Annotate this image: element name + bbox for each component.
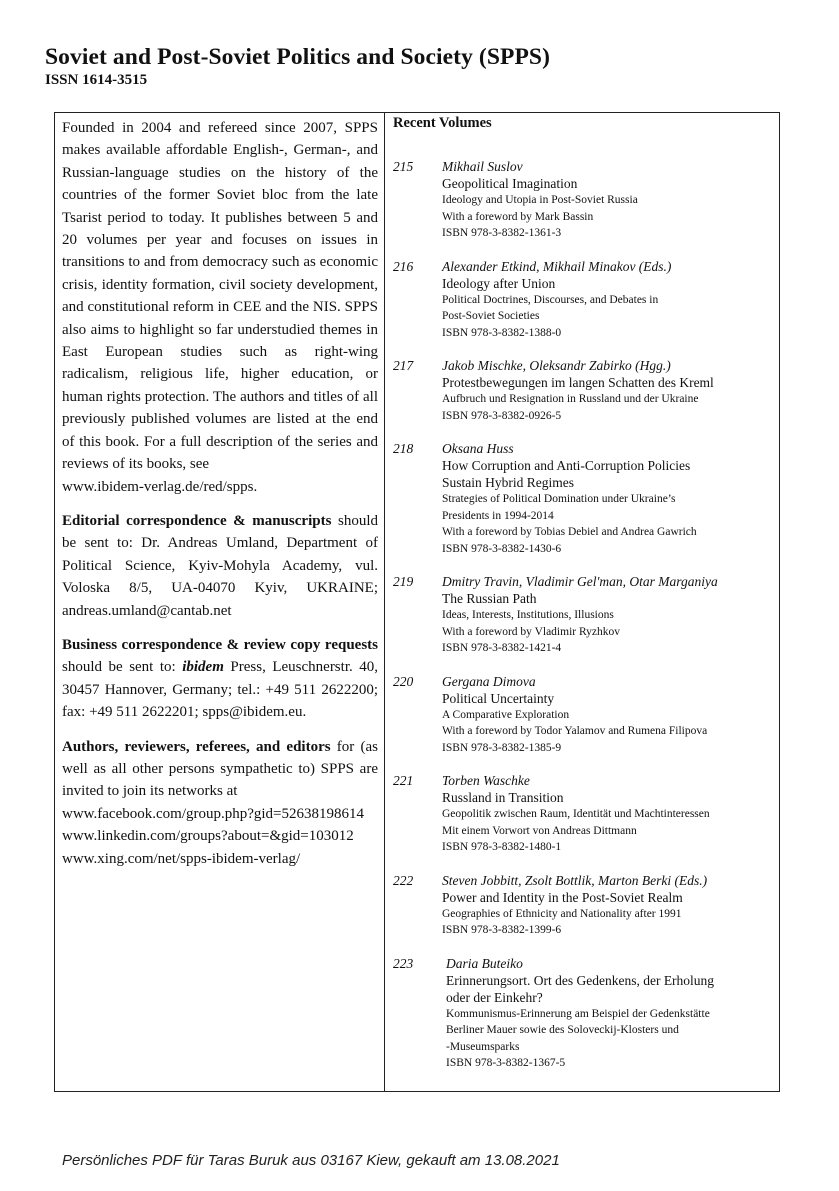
volume-detail: Geopolitik zwischen Raum, Identität und Machtinteressen xyxy=(442,808,710,820)
volume-title: Protestbewegungen im langen Schatten des Kreml xyxy=(442,375,714,390)
volume-title: How Corruption and Anti-Corruption Policies xyxy=(442,458,691,473)
volume-title: Ideology after Union xyxy=(442,275,556,291)
volume-entry xyxy=(393,872,777,939)
recent-volumes xyxy=(393,115,777,1088)
volume-detail: With a foreword by Vladimir Ryzhkov xyxy=(442,625,621,638)
volume-number: 219 xyxy=(393,574,414,589)
volume-authors: Mikhail Suslov xyxy=(442,159,523,174)
volume-detail: With a foreword by Todor Yalamov and Rumena Filipova xyxy=(442,725,708,737)
volume-isbn: ISBN 978-3-8382-1385-9 xyxy=(442,741,562,754)
business-label: Business correspondence & review copy requests xyxy=(62,636,378,653)
volume-detail: Ideology and Utopia in Post-Soviet Russia xyxy=(442,194,638,206)
volume-entry xyxy=(393,258,777,342)
intro-text: Founded in 2004 and refereed since 2007, SPPS makes available affordable English-, German-, and Russian-language studies on the history of the countries of the former Soviet bloc from the late Tsarist period to today. It publishes between 5 and 20 volumes per year and focuses on issues in transitions to and from democracy such as economic crisis, identity formation, civil society development, and constitutional reform in CEE and the NIS. SPPS also aims to highlight so far understudied themes in East European studies such as right-wing radicalism, religious life, higher education, or human rights protection. The authors and titles of all previously published volumes are listed at the end of this book. For a full description of the series and reviews of its books, see xyxy=(62,120,378,473)
volume-entry xyxy=(393,673,777,757)
volume-detail: Geographies of Ethnicity and Nationality after 1991 xyxy=(442,907,682,920)
volume-authors: Daria Buteiko xyxy=(446,955,523,971)
editorial-text: should be sent to: Dr. Andreas Umland, Department of Political Science, Kyiv-Mohyla Academy, vul. Voloska 8/5, UA-04070 Kyiv, UKRAINE; andreas.umland@cantab.net xyxy=(62,512,379,619)
series-title: Soviet and Post-Soviet Politics and Society (SPPS) xyxy=(45,44,551,70)
volume-title: The Russian Path xyxy=(442,591,537,606)
volume-number: 217 xyxy=(393,358,414,373)
xing-link[interactable]: www.xing.com/net/spps-ibidem-verlag/ xyxy=(62,850,301,867)
business-text-post: Press, Leuschnerstr. 40, 30457 Hannover, Germany; tel.: +49 511 2622200; fax: +49 511 2622201; spps@ibidem.eu. xyxy=(62,659,378,721)
volume-detail: Presidents in 1994-2014 xyxy=(442,509,554,522)
volume-detail: Berliner Mauer sowie des Soloveckij-Klosters und xyxy=(446,1024,679,1036)
editorial-paragraph xyxy=(62,510,378,622)
volume-detail: Strategies of Political Domination under Ukraine’s xyxy=(442,493,676,505)
volume-number: 222 xyxy=(393,872,414,888)
intro-paragraph xyxy=(62,117,378,498)
volume-isbn: ISBN 978-3-8382-1480-1 xyxy=(442,841,562,853)
volume-detail: With a foreword by Tobias Debiel and Andrea Gawrich xyxy=(442,526,697,538)
volume-authors: Dmitry Travin, Vladimir Gel'man, Otar Marganiya xyxy=(442,574,718,589)
volume-title: Russland in Transition xyxy=(442,790,564,805)
volume-authors: Jakob Mischke, Oleksandr Zabirko (Hgg.) xyxy=(442,358,671,373)
volume-number: 221 xyxy=(393,773,414,788)
volume-detail: Mit einem Vorwort von Andreas Dittmann xyxy=(442,824,637,837)
column-divider xyxy=(384,112,385,1092)
volume-title: Erinnerungsort. Ort des Gedenkens, der Erholung xyxy=(446,972,715,988)
volume-title: Geopolitical Imagination xyxy=(442,176,578,191)
volume-entry xyxy=(393,158,777,242)
volume-detail: Political Doctrines, Discourses, and Debates in xyxy=(442,293,659,306)
volume-entry xyxy=(393,772,777,856)
volume-authors: Steven Jobbitt, Zsolt Bottlik, Marton Berki (Eds.) xyxy=(442,872,708,888)
issn: ISSN 1614-3515 xyxy=(45,72,148,88)
volume-isbn: ISBN 978-3-8382-0926-5 xyxy=(442,409,562,422)
volume-number: 223 xyxy=(393,955,414,971)
volume-detail: Kommunismus-Erinnerung am Beispiel der Gedenkstätte xyxy=(446,1007,710,1020)
volume-detail: Ideas, Interests, Institutions, Illusions xyxy=(442,609,614,621)
volume-entry xyxy=(393,357,777,424)
authors-text: for (as well as all other persons sympathetic to) SPPS are invited to join its networks at xyxy=(62,738,378,800)
volume-isbn: ISBN 978-3-8382-1430-6 xyxy=(442,542,562,555)
volume-title-cont: oder der Einkehr? xyxy=(446,989,543,1005)
volume-isbn: ISBN 978-3-8382-1388-0 xyxy=(442,326,562,339)
series-url[interactable]: www.ibidem-verlag.de/red/spps. xyxy=(62,478,258,495)
volume-isbn: ISBN 978-3-8382-1399-6 xyxy=(442,924,562,936)
series-description xyxy=(62,117,378,882)
volume-isbn: ISBN 978-3-8382-1421-4 xyxy=(442,642,562,654)
editorial-label: Editorial correspondence & manuscripts xyxy=(62,512,332,529)
linkedin-link[interactable]: www.linkedin.com/groups?about=&gid=103012 xyxy=(62,828,354,845)
volume-authors: Oksana Huss xyxy=(442,441,514,456)
volume-number: 218 xyxy=(393,441,414,456)
business-paragraph xyxy=(62,634,378,724)
volume-number: 220 xyxy=(393,673,414,689)
volume-authors: Alexander Etkind, Mikhail Minakov (Eds.) xyxy=(442,258,672,274)
volume-authors: Torben Waschke xyxy=(442,773,530,788)
volume-isbn: ISBN 978-3-8382-1361-3 xyxy=(442,227,562,239)
recent-volumes-heading: Recent Volumes xyxy=(393,115,492,131)
volume-number: 215 xyxy=(393,159,414,174)
personalization-footer: Persönliches PDF für Taras Buruk aus 03167 Kiew, gekauft am 13.08.2021 xyxy=(62,1152,560,1169)
volume-title: Power and Identity in the Post-Soviet Realm xyxy=(442,889,683,905)
volume-entry xyxy=(393,573,777,657)
volume-number: 216 xyxy=(393,258,414,274)
volume-detail: Post-Soviet Societies xyxy=(442,310,540,322)
authors-label: Authors, reviewers, referees, and editors xyxy=(62,738,331,755)
volume-entry xyxy=(393,955,777,1072)
volume-title-cont: Sustain Hybrid Regimes xyxy=(442,475,574,490)
volume-isbn: ISBN 978-3-8382-1367-5 xyxy=(446,1057,566,1069)
volume-detail: Aufbruch und Resignation in Russland und der Ukraine xyxy=(442,393,699,405)
authors-paragraph xyxy=(62,736,378,870)
volume-detail: A Comparative Exploration xyxy=(442,708,570,721)
volume-detail: -Museumsparks xyxy=(446,1040,520,1053)
facebook-link[interactable]: www.facebook.com/group.php?gid=52638198614 xyxy=(62,805,365,822)
volume-entry xyxy=(393,440,777,557)
volume-title: Political Uncertainty xyxy=(442,690,555,706)
volume-detail: With a foreword by Mark Bassin xyxy=(442,210,594,223)
publisher-name: ibidem xyxy=(182,659,224,676)
business-text-pre: should be sent to: xyxy=(62,659,176,676)
volume-authors: Gergana Dimova xyxy=(442,673,536,689)
